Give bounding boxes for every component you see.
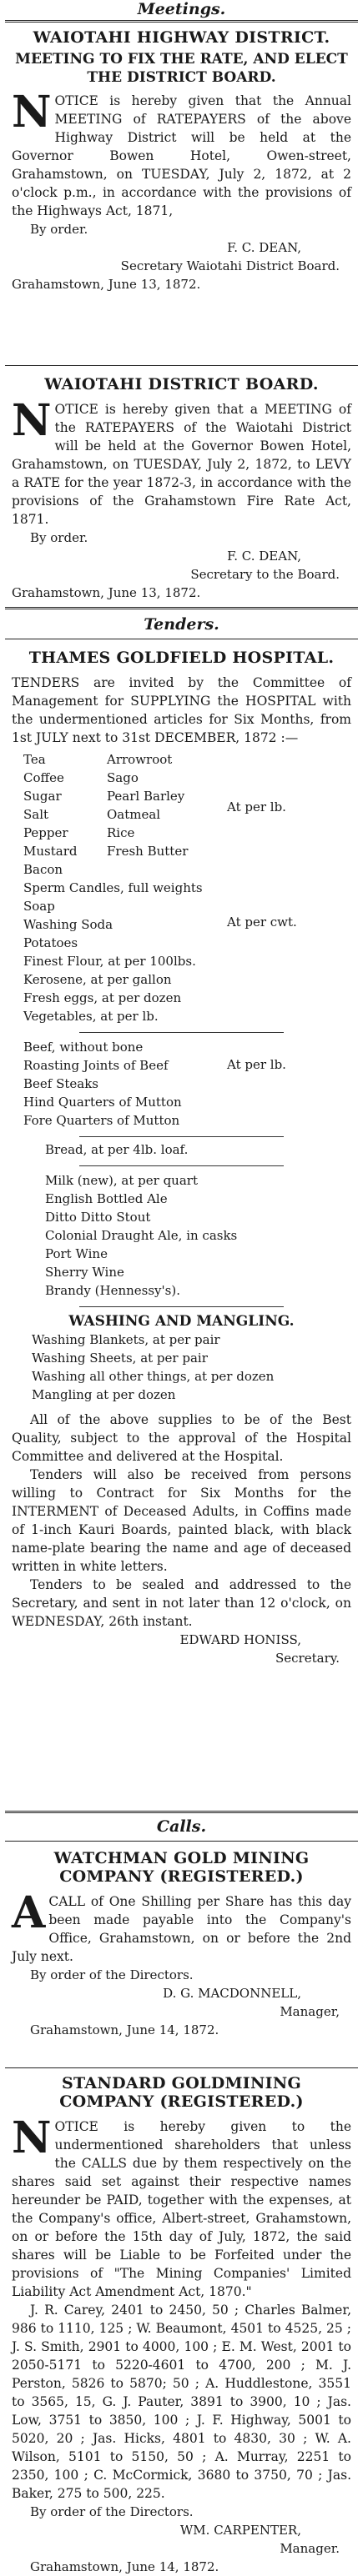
tender-para: All of the above supplies to be of the Best Quality, subject to the approval of the Hospital Committee and delivered at the Hospital. xyxy=(12,1412,351,1464)
calls-body: NOTICE is hereby given to the undermentioned shareholders that unless the CALLS due by them respectively on the shares said set against their respective names hereunder be PAID, together with the expenses, at the Company's office, Albert-street, Grahamstown, on or before the 15th day of July, 1872, the said shares will be Liable to be Forfeited under the provisions of "The Mining Companies' Limited Liability Act Amendment Act, 1870." xyxy=(12,2112,351,2299)
supply-list-drinks xyxy=(12,1171,351,1300)
supply-list-cwt xyxy=(12,897,351,952)
by-order: By order of the Directors. xyxy=(30,2504,194,2519)
list-item: Bread, at per 4lb. loaf. xyxy=(45,1142,189,1157)
list-item: Mustard xyxy=(23,844,78,859)
list-item: Milk (new), at per quart xyxy=(45,1173,198,1188)
list-item: Roasting Joints of Beef xyxy=(23,1058,169,1073)
signer-name: F. C. DEAN, xyxy=(227,240,301,255)
list-item: Pearl Barley xyxy=(107,789,185,804)
notice-waiotahi-highway xyxy=(12,28,351,293)
list-item: Mangling at per dozen xyxy=(32,1387,176,1402)
tender-hospital xyxy=(12,649,351,1667)
signer-name: D. G. MACDONNELL, xyxy=(163,1986,301,2001)
section-title-tenders: Tenders. xyxy=(144,615,219,634)
section-meetings xyxy=(12,0,351,18)
washing-title: WASHING AND MANGLING. xyxy=(68,1313,295,1330)
list-item: Beef Steaks xyxy=(23,1076,99,1091)
divider xyxy=(5,1841,358,1842)
signer-title: Secretary. xyxy=(275,1651,340,1666)
notice-title: WAIOTAHI HIGHWAY DISTRICT. xyxy=(33,28,330,47)
short-divider xyxy=(79,1306,283,1307)
short-divider xyxy=(79,1032,283,1033)
notice-waiotahi-board xyxy=(12,375,351,602)
signer-name: WM. CARPENTER, xyxy=(179,2523,301,2538)
notice-title: WAIOTAHI DISTRICT BOARD. xyxy=(44,375,319,393)
list-item: Sperm Candles, full weights xyxy=(23,880,203,895)
list-item: Fresh Butter xyxy=(107,844,189,859)
list-item: Coffee xyxy=(23,770,64,785)
divider xyxy=(5,607,358,609)
section-title-meetings: Meetings. xyxy=(137,0,226,18)
divider xyxy=(5,20,358,23)
supply-list-misc xyxy=(12,952,351,1025)
list-item: Tea xyxy=(23,752,46,767)
list-row xyxy=(23,787,224,805)
list-row xyxy=(23,750,224,769)
price-per-cwt: At per cwt. xyxy=(227,915,297,930)
signer-name: F. C. DEAN, xyxy=(227,549,301,564)
list-item: Hind Quarters of Mutton xyxy=(23,1095,182,1110)
list-item: Colonial Draught Ale, in casks xyxy=(45,1228,238,1243)
list-item: Brandy (Hennessy's). xyxy=(45,1283,180,1298)
list-row xyxy=(23,824,224,842)
list-item: Beef, without bone xyxy=(23,1040,144,1055)
list-item: Salt xyxy=(23,807,49,822)
signer-title: Secretary to the Board. xyxy=(190,567,340,582)
dropcap: A xyxy=(12,1887,46,1938)
notice-subtitle: MEETING TO FIX THE RATE, AND ELECT THE DISTRICT BOARD. xyxy=(15,51,348,86)
notice-body: NOTICE is hereby given that the Annual MEETING of RATEPAYERS of the above Highway District will be held at the Governor Bowen Hotel, Owen-street, Grahamstown, on TUESDAY, July 2, 1872, at 2 o'clock p.m., in accordance with the provisions of the Highways Act, 1871, xyxy=(12,87,351,218)
signer-title: Manager. xyxy=(280,2541,340,2556)
list-item: Finest Flour, at per 100lbs. xyxy=(23,954,196,969)
divider xyxy=(5,365,358,366)
calls-date: Grahamstown, June 14, 1872. xyxy=(30,2022,219,2037)
calls-watchman xyxy=(12,1849,351,2039)
list-item: Potatoes xyxy=(23,935,78,950)
by-order: By order. xyxy=(30,222,88,237)
company-title: STANDARD GOLDMINING COMPANY (REGISTERED.) xyxy=(59,2074,304,2111)
list-item: Kerosene, at per gallon xyxy=(23,972,172,987)
calls-date: Grahamstown, June 14, 1872. xyxy=(30,2559,219,2574)
signer-name: EDWARD HONISS, xyxy=(179,1632,301,1647)
list-item: Washing Blankets, at per pair xyxy=(32,1332,220,1347)
price-per-lb: At per lb. xyxy=(227,799,286,814)
company-title: WATCHMAN GOLD MINING COMPANY (REGISTERED.) xyxy=(53,1849,310,1886)
section-calls xyxy=(12,1817,351,1836)
signer-title: Manager, xyxy=(280,2004,340,2019)
list-item: Sherry Wine xyxy=(45,1265,124,1280)
divider xyxy=(5,1811,358,1813)
list-item: Oatmeal xyxy=(107,807,161,822)
list-row xyxy=(23,769,224,787)
washing-list xyxy=(12,1331,351,1404)
tender-para: Tenders will also be received from persons willing to Contract for Six Months for the INTERMENT of Deceased Adults, in Coffins made of 1-inch Kauri Boards, painted black, with black name-plate bearing the name and age of deceased written in white letters. xyxy=(12,1467,351,1574)
calls-body: ACALL of One Shilling per Share has this day been made payable into the Company's Office, Grahamstown, on or before the 2nd July next. xyxy=(12,1887,351,1964)
tender-intro: TENDERS are invited by the Committee of Management for SUPPLYING the HOSPITAL with the undermentioned articles for Six Months, from 1st JULY next to 31st DECEMBER, 1872 :— xyxy=(12,675,351,745)
short-divider xyxy=(79,1136,283,1137)
list-row xyxy=(23,860,224,879)
by-order: By order of the Directors. xyxy=(30,1967,194,1982)
list-item: Ditto Ditto Stout xyxy=(45,1210,151,1225)
list-item: Sago xyxy=(107,770,139,785)
list-item: Vegetables, at per lb. xyxy=(23,1009,159,1024)
short-divider xyxy=(79,1165,283,1166)
supply-list-groceries xyxy=(12,750,351,897)
list-row xyxy=(23,805,224,824)
list-item: Fresh eggs, at per dozen xyxy=(23,990,182,1005)
notice-date: Grahamstown, June 13, 1872. xyxy=(12,277,201,292)
notice-body: NOTICE is hereby given that a MEETING of the RATEPAYERS of the Waiotahi District will be held at the Governor Bowen Hotel, Grahamstown, on TUESDAY, July 2, 1872, to LEVY a RATE for the year 1872-3, in accordance with the provisions of the Grahamstown Fire Rate Act, 1871. xyxy=(12,395,351,527)
list-item: Pepper xyxy=(23,825,68,840)
list-item: Sugar xyxy=(23,789,62,804)
dropcap: N xyxy=(12,87,52,138)
dropcap: N xyxy=(12,395,52,446)
signer-title: Secretary Waiotahi District Board. xyxy=(120,258,340,273)
list-item: Rice xyxy=(107,825,135,840)
calls-standard xyxy=(12,2074,351,2576)
list-item: Fore Quarters of Mutton xyxy=(23,1113,180,1128)
section-tenders xyxy=(12,615,351,634)
list-item: English Bottled Ale xyxy=(45,1191,168,1206)
section-title-calls: Calls. xyxy=(156,1817,207,1836)
by-order: By order. xyxy=(30,530,88,545)
list-item: Port Wine xyxy=(45,1246,108,1261)
list-row xyxy=(23,842,224,860)
list-item: Arrowroot xyxy=(107,752,173,767)
list-item: Washing Soda xyxy=(23,917,113,932)
notice-date: Grahamstown, June 13, 1872. xyxy=(12,585,201,600)
list-item: Washing all other things, at per dozen xyxy=(32,1369,275,1384)
supply-list-meat xyxy=(12,1038,351,1130)
price-per-lb: At per lb. xyxy=(227,1057,286,1072)
dropcap: N xyxy=(12,2112,52,2163)
divider xyxy=(5,2067,358,2068)
list-item: Bacon xyxy=(23,862,63,877)
tender-title: THAMES GOLDFIELD HOSPITAL. xyxy=(28,649,335,667)
list-item: Soap xyxy=(23,899,55,914)
shareholder-list: J. R. Carey, 2401 to 2450, 50 ; Charles Balmer, 986 to 1110, 125 ; W. Beaumont, 4501 to 4525, 25 ; J. S. Smith, 2901 to 4000, 100 ; E. M. West, 2001 to 2050-5171 to 5220-4601 to 4700, 200 ; M. J. Perston, 5826 to 5870; 50 ; A. Huddlestone, 3551 to 3565, 15, G. J. Pauter, 3891 to 3900, 10 ; Jas. Low, 3751 to 3850, 100 ; J. F. Highway, 5001 to 5020, 20 ; Jas. Hicks, 4801 to 4830, 30 ; W. A. Wilson, 5101 to 5150, 50 ; A. Murray, 2251 to 2350, 100 ; C. McCormick, 3680 to 3750, 70 ; Jas. Baker, 275 to 500, 225. xyxy=(12,2303,351,2501)
list-item: Washing Sheets, at per pair xyxy=(32,1351,208,1366)
tender-para: Tenders to be sealed and addressed to the Secretary, and sent in not later than 12 o'clock, on WEDNESDAY, 26th instant. xyxy=(12,1577,351,1629)
